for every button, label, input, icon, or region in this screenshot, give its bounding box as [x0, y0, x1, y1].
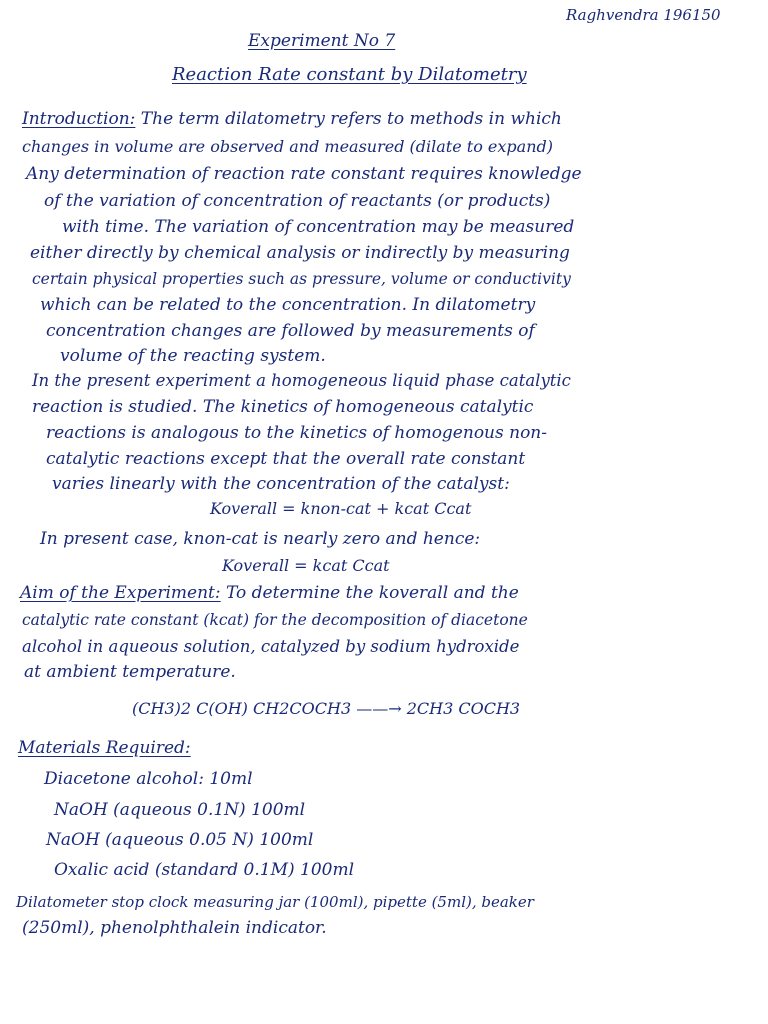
materials-heading: Materials Required: — [18, 738, 191, 758]
intro-line-7: certain physical properties such as pressure, volume or conductivity — [32, 270, 571, 288]
page-title: Reaction Rate constant by Dilatometry — [172, 64, 527, 85]
equation-kcat: Koverall = kcat Ccat — [222, 556, 390, 575]
aim-line-4: at ambient temperature. — [24, 662, 236, 682]
material-item: Oxalic acid (standard 0.1M) 100ml — [54, 860, 355, 880]
intro-line-9: concentration changes are followed by measurements of — [46, 321, 535, 341]
intro-line-5: with time. The variation of concentration may be measured — [62, 217, 575, 237]
present-line-3: reactions is analogous to the kinetics of homogenous non- — [46, 423, 548, 443]
intro-line-8: which can be related to the concentration. In dilatometry — [40, 295, 536, 315]
present-line-1: In the present experiment a homogeneous liquid phase catalytic — [32, 371, 571, 390]
intro-line-2: changes in volume are observed and measured (dilate to expand) — [22, 137, 553, 156]
equation-overall: Koverall = knon-cat + kcat Ccat — [210, 499, 472, 518]
intro-text: The term dilatometry refers to methods in which — [140, 109, 562, 129]
author-signature: Raghvendra 196150 — [566, 6, 721, 24]
present-line-5: varies linearly with the concentration of the catalyst: — [52, 474, 510, 494]
aim-line-1 — [20, 582, 519, 604]
aim-line-2: catalytic rate constant (kcat) for the decomposition of diacetone — [22, 611, 528, 629]
experiment-number: Experiment No 7 — [248, 31, 396, 51]
aim-line-3: alcohol in aqueous solution, catalyzed by sodium hydroxide — [22, 637, 520, 656]
present-line-2: reaction is studied. The kinetics of homogeneous catalytic — [32, 397, 534, 417]
aim-text: To determine the koverall and the — [226, 583, 519, 603]
intro-heading: Introduction: — [22, 109, 136, 129]
material-item: NaOH (aqueous 0.1N) 100ml — [54, 800, 306, 820]
intro-line-1 — [22, 108, 562, 130]
material-item: Diacetone alcohol: 10ml — [44, 769, 253, 789]
intro-line-3: Any determination of reaction rate constant requires knowledge — [26, 164, 582, 184]
reaction-equation: (CH3)2 C(OH) CH2COCH3 ——→ 2CH3 COCH3 — [132, 699, 521, 718]
apparatus-line-2: (250ml), phenolphthalein indicator. — [22, 918, 327, 938]
material-item: NaOH (aqueous 0.05 N) 100ml — [46, 830, 314, 850]
present-case-line: In present case, knon-cat is nearly zero and hence: — [40, 529, 481, 549]
aim-heading: Aim of the Experiment: — [20, 583, 221, 603]
intro-line-4: of the variation of concentration of reactants (or products) — [44, 191, 551, 211]
intro-line-6: either directly by chemical analysis or indirectly by measuring — [30, 243, 570, 263]
intro-line-10: volume of the reacting system. — [60, 346, 326, 366]
apparatus-line-1: Dilatometer stop clock measuring jar (100ml), pipette (5ml), beaker — [16, 893, 534, 911]
present-line-4: catalytic reactions except that the overall rate constant — [46, 449, 526, 469]
